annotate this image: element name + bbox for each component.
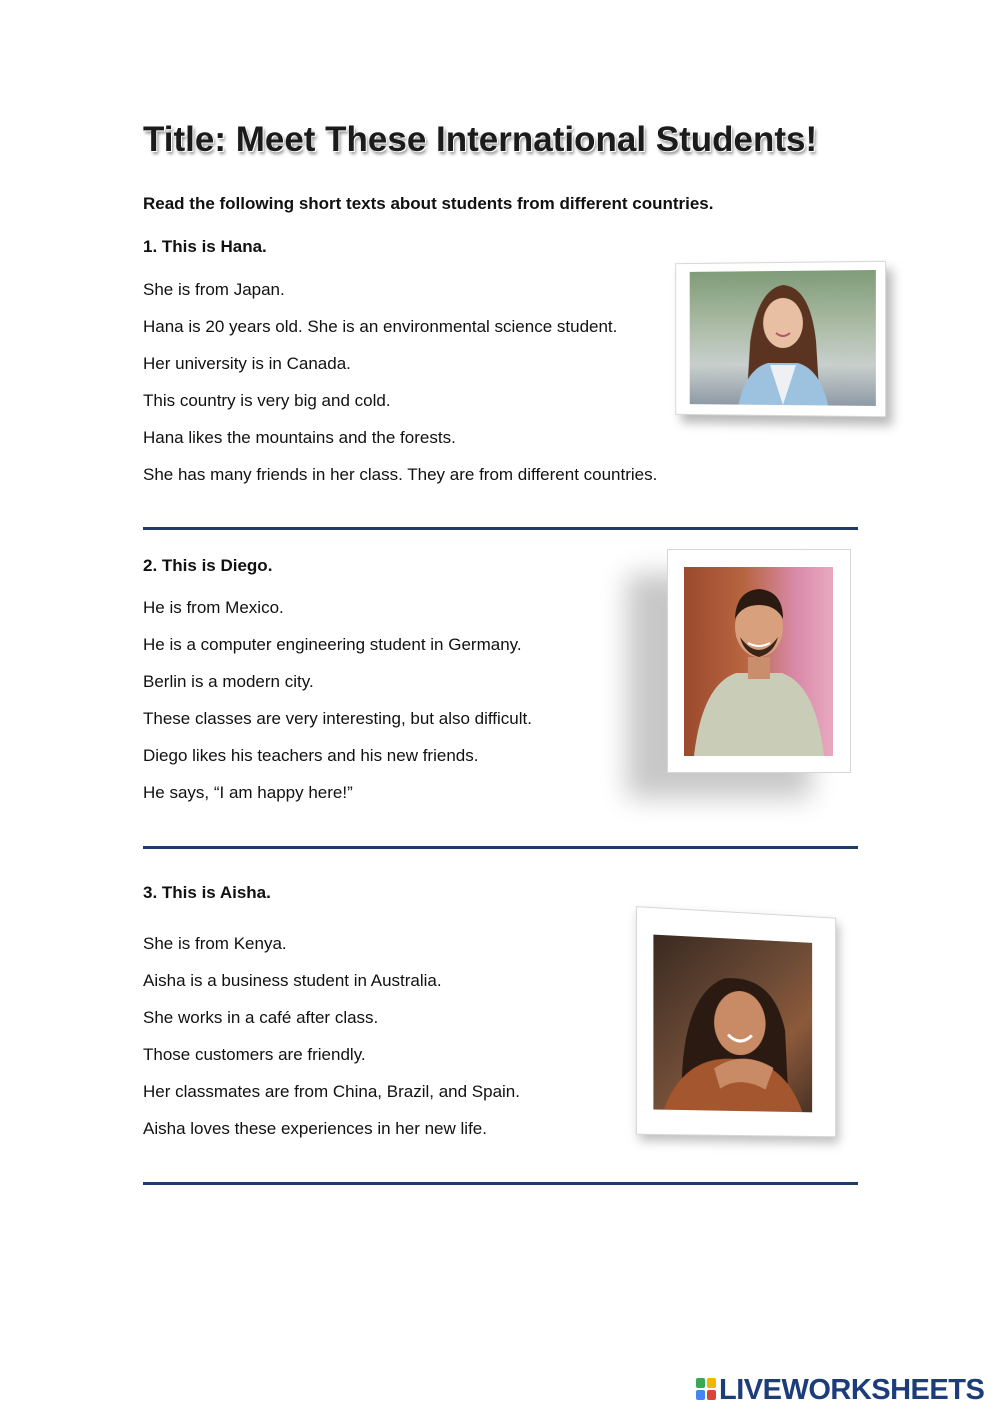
photo-frame-hana xyxy=(675,261,886,417)
text-line: Her classmates are from China, Brazil, and Spain. xyxy=(143,1082,520,1101)
text-line: Berlin is a modern city. xyxy=(143,672,314,691)
man-portrait-image xyxy=(684,567,833,756)
text-line: Aisha loves these experiences in her new life. xyxy=(143,1119,487,1138)
brand-name: LIVEWORKSHEETS xyxy=(719,1374,985,1406)
student-heading-hana: 1. This is Hana. xyxy=(143,237,267,256)
section-divider xyxy=(143,846,858,849)
liveworksheets-logo-icon xyxy=(695,1376,717,1402)
text-line: She works in a café after class. xyxy=(143,1008,379,1027)
section-divider xyxy=(143,527,858,530)
text-line: Those customers are friendly. xyxy=(143,1045,366,1064)
photo-hana xyxy=(690,270,876,406)
student-text-aisha xyxy=(143,933,520,1155)
section-divider xyxy=(143,1182,858,1185)
text-line: Diego likes his teachers and his new friends. xyxy=(143,746,479,765)
text-line: She is from Kenya. xyxy=(143,934,287,953)
student-heading-aisha: 3. This is Aisha. xyxy=(143,883,271,902)
photo-frame-diego xyxy=(667,549,851,773)
text-line: Hana is 20 years old. She is an environmental science student. xyxy=(143,317,618,336)
text-line: Her university is in Canada. xyxy=(143,354,351,373)
photo-frame-aisha xyxy=(636,906,836,1137)
student-text-diego xyxy=(143,597,532,819)
liveworksheets-logo xyxy=(695,1374,984,1407)
text-line: Hana likes the mountains and the forests. xyxy=(143,428,456,447)
text-line: These classes are very interesting, but also difficult. xyxy=(143,709,532,728)
text-line: He is from Mexico. xyxy=(143,598,284,617)
student-heading-diego: 2. This is Diego. xyxy=(143,556,273,575)
woman-portrait-image xyxy=(690,270,876,406)
text-line: She has many friends in her class. They are from different countries. xyxy=(143,465,658,484)
text-line: This country is very big and cold. xyxy=(143,391,391,410)
page-title: Title: Meet These International Students! xyxy=(143,120,818,159)
photo-diego xyxy=(684,567,833,756)
text-line: He is a computer engineering student in Germany. xyxy=(143,635,522,654)
instructions: Read the following short texts about students from different countries. xyxy=(143,194,714,213)
student-text-hana xyxy=(143,279,657,501)
text-line: Aisha is a business student in Australia. xyxy=(143,971,442,990)
woman-smiling-portrait-image xyxy=(653,935,812,1113)
text-line: She is from Japan. xyxy=(143,280,285,299)
text-line: He says, “I am happy here!” xyxy=(143,783,353,802)
photo-aisha xyxy=(653,935,812,1113)
